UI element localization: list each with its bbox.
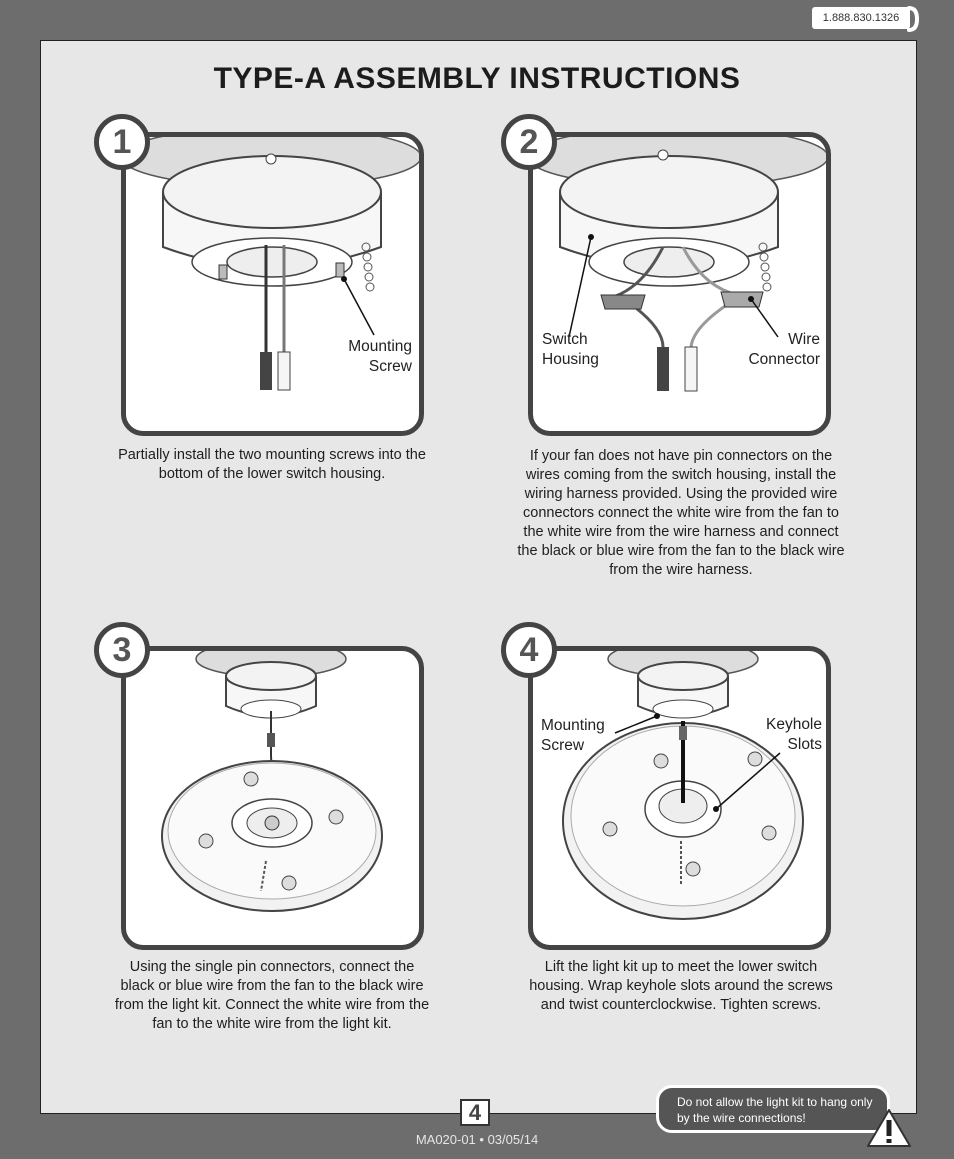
step-number-badge: 1 xyxy=(94,114,150,170)
step-4-caption: Lift the light kit up to meet the lower switch housing. Wrap keyhole slots around the screws and twist counterclockwise. Tighten screws. xyxy=(529,959,833,1013)
step-number-badge: 4 xyxy=(501,622,557,678)
step-3-caption: Using the single pin connectors, connect the black or blue wire from the fan to the black wire from the light kit. Connect the white wire from the fan to the white wire from the light kit. xyxy=(114,959,430,1032)
step-number-badge: 2 xyxy=(501,114,557,170)
step-2-caption: If your fan does not have pin connectors on the wires coming from the switch housing, install the wiring harness provided. Using the provided wire connectors connect the white wire from the fan to the white wire from the wire harness and connect the black or blue wire from the fan to the black wire from the wire harness. xyxy=(517,448,845,578)
warning-note xyxy=(656,1085,890,1133)
callout-mounting-screw: Mounting Screw xyxy=(541,717,605,754)
callout-wire-connector: Wire Connector xyxy=(748,331,820,368)
warning-triangle-icon xyxy=(866,1108,912,1148)
callout-mounting-screw: Mounting Screw xyxy=(348,338,412,375)
callout-keyhole-slots: Keyhole Slots xyxy=(765,716,822,753)
step-1-illustration xyxy=(121,132,424,436)
phone-number: 1.888.830.1326 xyxy=(812,7,910,29)
step-4-illustration xyxy=(528,646,831,950)
document-id: MA020-01 • 03/05/14 xyxy=(415,1132,539,1147)
step-number-badge: 3 xyxy=(94,622,150,678)
callout-switch-housing: Switch Housing xyxy=(542,331,599,368)
step-1-caption: Partially install the two mounting screws into the bottom of the lower switch housing. xyxy=(118,447,426,482)
page-title: TYPE-A ASSEMBLY INSTRUCTIONS xyxy=(213,62,741,95)
phone-handset-icon xyxy=(906,6,920,32)
page-number: 4 xyxy=(460,1099,490,1126)
warning-text: Do not allow the light kit to hang only by the wire connections! xyxy=(677,1095,873,1125)
step-3-illustration xyxy=(121,646,424,950)
step-2-illustration xyxy=(528,132,831,436)
